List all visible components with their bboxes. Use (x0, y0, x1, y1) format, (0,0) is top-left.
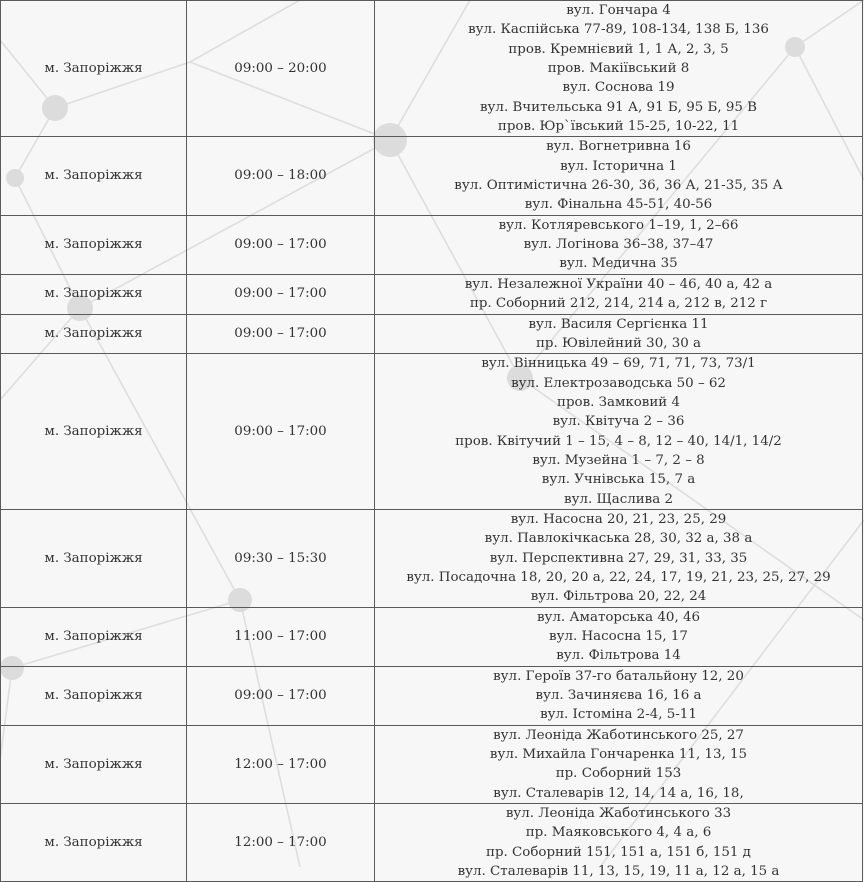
city-cell: м. Запоріжжя (1, 1, 187, 137)
addresses-cell (375, 607, 863, 666)
address-line: вул. Фільтрова 20, 22, 24 (530, 589, 707, 605)
city-cell: м. Запоріжжя (1, 137, 187, 215)
address-line: пров. Кремнієвий 1, 1 А, 2, 3, 5 (508, 41, 729, 57)
address-line: вул. Фінальна 45-51, 40-56 (524, 197, 713, 213)
table-row (1, 1, 863, 137)
time-window-cell: 09:00 – 17:00 (187, 215, 375, 274)
address-line: вул. Музейна 1 – 7, 2 – 8 (532, 452, 705, 468)
address-line: вул. Вінницька 49 – 69, 71, 71, 73, 73/1 (481, 356, 756, 372)
time-window-cell: 09:00 – 17:00 (187, 666, 375, 725)
city-cell: м. Запоріжжя (1, 509, 187, 607)
address-line: вул. Каспійська 77-89, 108-134, 138 Б, 136 (468, 22, 769, 38)
address-line: вул. Гончара 4 (566, 3, 671, 18)
city-cell: м. Запоріжжя (1, 725, 187, 803)
time-window-cell: 09:00 – 18:00 (187, 137, 375, 215)
address-line: вул. Оптимістична 26-30, 36, 36 А, 21-35, 35 А (454, 178, 783, 194)
address-line: пр. Маяковського 4, 4 а, 6 (525, 825, 712, 841)
city-cell: м. Запоріжжя (1, 215, 187, 274)
addresses-cell (375, 274, 863, 314)
time-window-cell: 12:00 – 17:00 (187, 725, 375, 803)
address-line: пр. Соборний 212, 214, 214 а, 212 в, 212 г (469, 296, 768, 312)
address-line: вул. Вогнетривна 16 (546, 139, 691, 155)
time-window-cell: 12:00 – 17:00 (187, 804, 375, 882)
address-line: вул. Квітуча 2 – 36 (552, 414, 685, 430)
addresses-cell (375, 137, 863, 215)
table-row (1, 314, 863, 354)
city-cell: м. Запоріжжя (1, 354, 187, 510)
table-row (1, 804, 863, 882)
address-line: вул. Щаслива 2 (564, 491, 673, 507)
address-line: вул. Вчительська 91 А, 91 Б, 95 Б, 95 В (480, 99, 757, 115)
address-line: вул. Леоніда Жаботинського 25, 27 (493, 727, 744, 743)
time-window-cell: 09:30 – 15:30 (187, 509, 375, 607)
address-line: вул. Сталеварів 11, 13, 15, 19, 11 а, 12 а, 15 а (457, 864, 780, 880)
city-cell: м. Запоріжжя (1, 314, 187, 354)
address-line: вул. Перспективна 27, 29, 31, 33, 35 (489, 550, 748, 566)
table-row (1, 215, 863, 274)
addresses-cell (375, 314, 863, 354)
address-line: вул. Електрозаводська 50 – 62 (511, 375, 726, 391)
city-cell: м. Запоріжжя (1, 666, 187, 725)
address-line: вул. Незалежної України 40 – 46, 40 а, 42 а (464, 276, 773, 292)
address-line: пров. Юр`ївський 15-25, 10-22, 11 (497, 119, 740, 135)
addresses-cell (375, 215, 863, 274)
city-cell: м. Запоріжжя (1, 607, 187, 666)
address-line: вул. Логінова 36–38, 37–47 (523, 237, 714, 253)
address-line: вул. Котляревського 1–19, 1, 2–66 (498, 217, 739, 233)
address-line: вул. Істоміна 2-4, 5-11 (540, 707, 697, 723)
address-line: вул. Насосна 20, 21, 23, 25, 29 (510, 511, 727, 527)
address-line: вул. Павлокічкаська 28, 30, 32 а, 38 а (484, 531, 753, 547)
addresses-cell (375, 1, 863, 137)
address-line: пров. Квітучий 1 – 15, 4 – 8, 12 – 40, 14/1, 14/2 (455, 433, 782, 449)
address-line: пр. Соборний 153 (555, 766, 682, 782)
address-line: вул. Аматорська 40, 46 (536, 609, 700, 625)
address-line: вул. Зачиняєва 16, 16 а (535, 688, 702, 704)
address-line: пр. Соборний 151, 151 а, 151 б, 151 д (486, 844, 751, 860)
address-line: вул. Леоніда Жаботинського 33 (505, 806, 732, 822)
table-row (1, 274, 863, 314)
address-line: вул. Медична 35 (559, 256, 678, 272)
addresses-cell (375, 509, 863, 607)
address-line: пров. Замковий 4 (557, 394, 680, 410)
table-row (1, 354, 863, 510)
address-line: вул. Насосна 15, 17 (549, 629, 688, 644)
time-window-cell: 09:00 – 17:00 (187, 274, 375, 314)
address-line: пров. Макіївський 8 (547, 61, 690, 77)
table-row (1, 725, 863, 803)
time-window-cell: 09:00 – 17:00 (187, 354, 375, 510)
table-row (1, 137, 863, 215)
table-row (1, 509, 863, 607)
addresses-cell (375, 804, 863, 882)
address-line: пр. Ювілейний 30, 30 а (535, 335, 702, 351)
table-row (1, 666, 863, 725)
time-window-cell: 09:00 – 20:00 (187, 1, 375, 137)
address-line: вул. Історична 1 (560, 158, 677, 174)
city-cell: м. Запоріжжя (1, 274, 187, 314)
address-line: вул. Посадочна 18, 20, 20 а, 22, 24, 17, 19, 21, 23, 25, 27, 29 (406, 569, 831, 585)
address-line: вул. Василя Сергієнка 11 (528, 316, 709, 332)
city-cell: м. Запоріжжя (1, 804, 187, 882)
address-line: вул. Михайла Гончаренка 11, 13, 15 (489, 747, 748, 763)
addresses-cell (375, 354, 863, 510)
time-window-cell: 09:00 – 17:00 (187, 314, 375, 354)
table-row (1, 607, 863, 666)
address-line: вул. Фільтрова 14 (556, 648, 681, 664)
time-window-cell: 11:00 – 17:00 (187, 607, 375, 666)
addresses-cell (375, 666, 863, 725)
addresses-cell (375, 725, 863, 803)
address-line: вул. Сталеварів 12, 14, 14 а, 16, 18, (493, 785, 744, 801)
address-line: вул. Героїв 37-го батальйону 12, 20 (493, 668, 744, 684)
address-line: вул. Учнівська 15, 7 а (541, 472, 696, 488)
address-line: вул. Соснова 19 (562, 80, 675, 96)
